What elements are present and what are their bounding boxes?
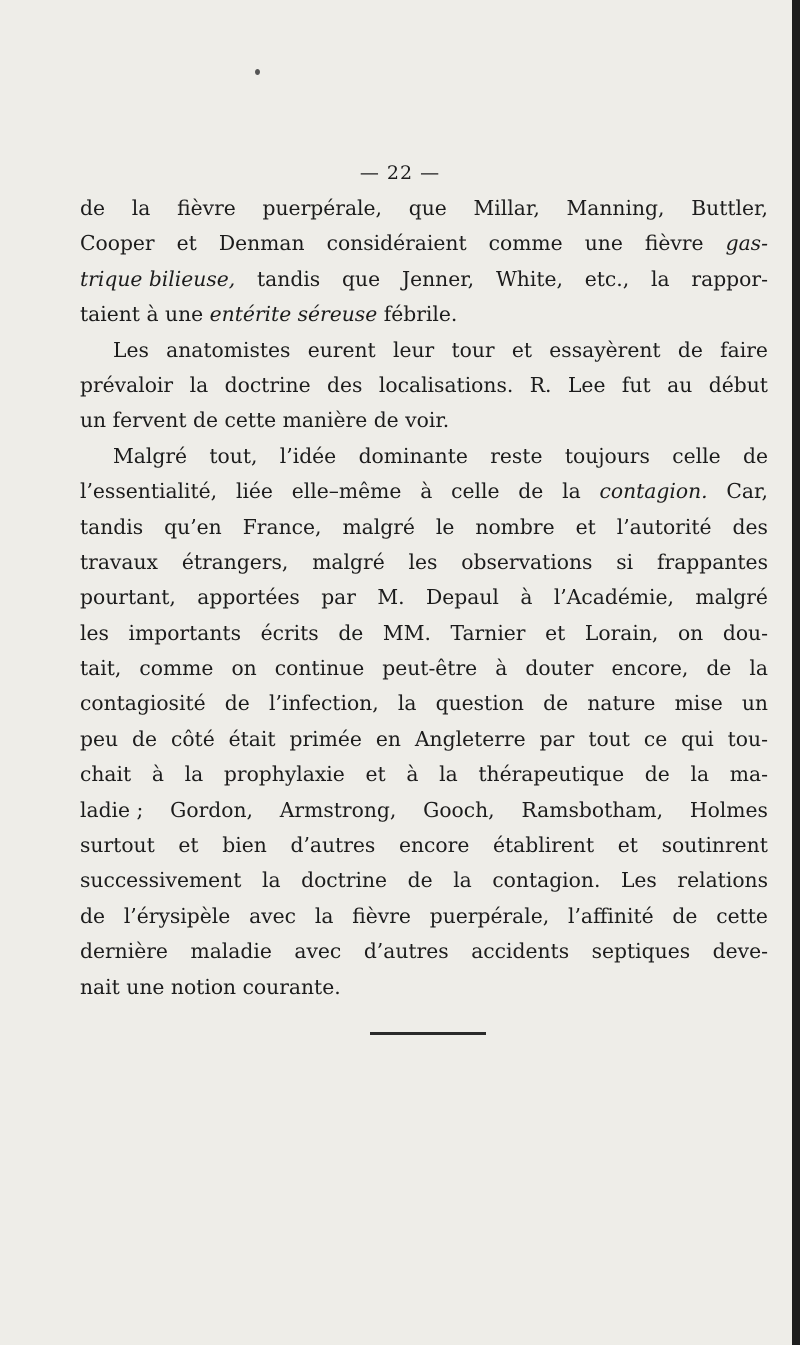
word: la bbox=[314, 903, 334, 928]
word: celle bbox=[672, 443, 721, 468]
word: elle–même bbox=[291, 479, 402, 504]
text-line bbox=[80, 934, 768, 969]
word: d’autres bbox=[290, 833, 376, 858]
word: la bbox=[397, 691, 417, 716]
word: et bbox=[178, 833, 199, 858]
word: pourtant, bbox=[80, 585, 176, 610]
word: on bbox=[231, 656, 257, 681]
word: Ramsbotham, bbox=[521, 797, 664, 822]
word: rappor- bbox=[691, 266, 768, 291]
text-line bbox=[80, 899, 768, 934]
word: malgré bbox=[342, 514, 415, 539]
word: de bbox=[224, 691, 250, 716]
word: fièvre bbox=[177, 196, 236, 220]
text-line bbox=[80, 793, 768, 828]
word: une bbox=[584, 231, 623, 256]
word: importants bbox=[128, 620, 241, 645]
word: de bbox=[644, 762, 670, 787]
word: et bbox=[365, 762, 386, 787]
word: celle bbox=[451, 479, 500, 504]
word: Millar, bbox=[473, 196, 540, 220]
word: de bbox=[192, 408, 218, 433]
section-divider-rule bbox=[370, 1032, 486, 1035]
word: etc., bbox=[584, 266, 630, 291]
word: R. bbox=[529, 372, 552, 397]
word: de bbox=[543, 691, 569, 716]
word: tait, bbox=[80, 656, 122, 681]
word: doctrine bbox=[224, 372, 311, 397]
word: taient bbox=[80, 302, 140, 327]
word: Les bbox=[113, 337, 149, 362]
text-line bbox=[80, 439, 768, 474]
word: notion bbox=[170, 974, 237, 999]
word: France, bbox=[242, 514, 322, 539]
word: White, bbox=[495, 266, 563, 291]
word: l’essentialité, bbox=[80, 479, 218, 504]
text-line bbox=[80, 368, 768, 403]
word: établirent bbox=[493, 833, 595, 858]
word: l’infection, bbox=[268, 691, 379, 716]
word: relations bbox=[677, 868, 768, 893]
word: MM. bbox=[382, 620, 431, 645]
word: peut-être bbox=[382, 656, 478, 681]
word: tandis bbox=[80, 514, 144, 539]
word: eurent bbox=[307, 337, 376, 362]
text-line bbox=[80, 191, 768, 226]
italic-word: gas- bbox=[725, 231, 768, 256]
word: Buttler, bbox=[691, 196, 768, 220]
ink-speck bbox=[255, 69, 260, 75]
word: Cooper bbox=[80, 231, 155, 256]
word: la bbox=[439, 762, 458, 787]
word: étrangers, bbox=[181, 549, 289, 574]
text-line bbox=[80, 510, 768, 545]
word: contagion. bbox=[492, 868, 601, 893]
word: faire bbox=[720, 337, 768, 362]
word: comme bbox=[488, 231, 563, 256]
word: l’autorité bbox=[616, 514, 712, 539]
word: fut bbox=[621, 372, 651, 397]
word: localisations. bbox=[378, 372, 514, 397]
word: apportées bbox=[197, 585, 300, 610]
word: des bbox=[732, 514, 768, 539]
word: comme bbox=[139, 656, 214, 681]
word: par bbox=[321, 585, 356, 610]
word: de bbox=[407, 868, 433, 893]
word: Gordon, bbox=[170, 797, 253, 822]
word: avec bbox=[249, 903, 297, 928]
word: Holmes bbox=[689, 797, 768, 822]
word: Car, bbox=[726, 479, 768, 504]
word: la bbox=[749, 656, 768, 681]
word: cette bbox=[716, 903, 768, 928]
word: dominante bbox=[358, 443, 468, 468]
word: et bbox=[511, 337, 533, 362]
word: la bbox=[131, 196, 151, 220]
word: Armstrong, bbox=[279, 797, 397, 822]
word: on bbox=[677, 620, 704, 645]
word: était bbox=[228, 726, 276, 751]
scan-edge-border bbox=[792, 0, 800, 1345]
word: de bbox=[518, 479, 544, 504]
word: nait bbox=[80, 974, 120, 999]
word: et bbox=[545, 620, 566, 645]
text-line bbox=[80, 651, 768, 686]
word: la bbox=[184, 762, 204, 787]
word: prévaloir bbox=[80, 372, 174, 397]
word: observations bbox=[461, 549, 593, 574]
word: une bbox=[165, 302, 204, 327]
word: et bbox=[176, 231, 197, 256]
text-line bbox=[80, 474, 768, 509]
word: encore bbox=[398, 833, 470, 858]
word: tout, bbox=[209, 443, 258, 468]
word: Manning, bbox=[566, 196, 665, 220]
word: côté bbox=[170, 726, 215, 751]
word: début bbox=[708, 372, 768, 397]
word: à bbox=[520, 585, 533, 610]
word: continue bbox=[274, 656, 365, 681]
word: dou- bbox=[722, 620, 768, 645]
word: de bbox=[80, 196, 105, 220]
text-line bbox=[80, 333, 768, 368]
text-line bbox=[80, 545, 768, 580]
word: primée bbox=[289, 726, 362, 751]
word: écrits bbox=[260, 620, 319, 645]
italic-word: entérite séreuse bbox=[209, 302, 378, 327]
word: le bbox=[435, 514, 455, 539]
page-number: — 22 — bbox=[359, 162, 441, 184]
word: deve- bbox=[712, 939, 768, 964]
word: Lorain, bbox=[584, 620, 659, 645]
word: que bbox=[342, 266, 381, 291]
word: maladie bbox=[190, 939, 272, 964]
word: Les bbox=[620, 868, 657, 893]
text-line bbox=[80, 722, 768, 757]
word: qu’en bbox=[164, 514, 222, 539]
word: leur bbox=[392, 337, 435, 362]
text-line bbox=[80, 970, 768, 1005]
word: tou- bbox=[727, 726, 768, 751]
word: Gooch, bbox=[423, 797, 495, 822]
word: ce bbox=[643, 726, 668, 751]
word: Lee bbox=[567, 372, 606, 397]
word: Angleterre bbox=[414, 726, 526, 751]
word: un bbox=[741, 691, 768, 716]
word: une bbox=[126, 974, 165, 999]
word: considéraient bbox=[326, 231, 467, 256]
word: fièvre bbox=[352, 903, 411, 928]
word: nature bbox=[587, 691, 656, 716]
word: au bbox=[667, 372, 693, 397]
word: de bbox=[132, 726, 158, 751]
word: puerpérale, bbox=[262, 196, 382, 220]
word: la bbox=[651, 266, 670, 291]
word: et bbox=[575, 514, 596, 539]
text-line bbox=[80, 297, 768, 332]
word: de bbox=[338, 620, 364, 645]
word: septiques bbox=[591, 939, 691, 964]
word: à bbox=[406, 762, 419, 787]
text-line bbox=[80, 757, 768, 792]
text-line bbox=[80, 226, 768, 261]
word: un bbox=[80, 408, 107, 433]
word: que bbox=[408, 196, 447, 220]
word: Denman bbox=[218, 231, 305, 256]
word: cette bbox=[224, 408, 277, 433]
word: Tarnier bbox=[450, 620, 526, 645]
word: en bbox=[375, 726, 401, 751]
word: Malgré bbox=[113, 443, 188, 468]
word: doctrine bbox=[301, 868, 388, 893]
word: d’autres bbox=[363, 939, 449, 964]
word: de bbox=[742, 443, 768, 468]
word: avec bbox=[294, 939, 342, 964]
text-line bbox=[80, 580, 768, 615]
word: successivement bbox=[80, 868, 242, 893]
word: si bbox=[616, 549, 634, 574]
word: bien bbox=[222, 833, 267, 858]
word: tandis bbox=[257, 266, 321, 291]
word: qui bbox=[681, 726, 714, 751]
word: Depaul bbox=[426, 585, 499, 610]
word: l’idée bbox=[279, 443, 337, 468]
word: à bbox=[146, 302, 159, 327]
word: ladie ; bbox=[80, 797, 144, 822]
word: à bbox=[151, 762, 164, 787]
word: les bbox=[408, 549, 438, 574]
word: surtout bbox=[80, 833, 155, 858]
word: à bbox=[420, 479, 433, 504]
text-line bbox=[80, 262, 768, 297]
word: la bbox=[562, 479, 581, 504]
word: liée bbox=[235, 479, 273, 504]
word: voir. bbox=[405, 408, 450, 433]
word: tout bbox=[588, 726, 630, 751]
word: de bbox=[80, 903, 105, 928]
word: de bbox=[677, 337, 703, 362]
italic-word: trique bilieuse, bbox=[80, 266, 236, 291]
word: des bbox=[327, 372, 363, 397]
text-line bbox=[80, 686, 768, 721]
word: de bbox=[373, 408, 399, 433]
text-line bbox=[80, 616, 768, 651]
word: et bbox=[617, 833, 638, 858]
word: nombre bbox=[475, 514, 555, 539]
word: manière bbox=[282, 408, 368, 433]
word: thérapeutique bbox=[478, 762, 625, 787]
word: la bbox=[690, 762, 710, 787]
word: dernière bbox=[80, 939, 168, 964]
italic-word: contagion. bbox=[599, 479, 708, 504]
word: M. bbox=[377, 585, 405, 610]
word: l’affinité bbox=[567, 903, 654, 928]
word: toujours bbox=[564, 443, 650, 468]
word: l’érysipèle bbox=[123, 903, 231, 928]
word: encore, bbox=[611, 656, 689, 681]
word: puerpérale, bbox=[429, 903, 550, 928]
word: malgré bbox=[312, 549, 385, 574]
word: frappantes bbox=[657, 549, 768, 574]
word: la bbox=[261, 868, 281, 893]
body-text bbox=[80, 191, 768, 1005]
word: à bbox=[495, 656, 508, 681]
word: mise bbox=[674, 691, 723, 716]
word: peu bbox=[80, 726, 119, 751]
word: essayèrent bbox=[549, 337, 661, 362]
word: soutinrent bbox=[661, 833, 768, 858]
text-line bbox=[80, 828, 768, 863]
word: par bbox=[539, 726, 575, 751]
word: chait bbox=[80, 762, 132, 787]
word: question bbox=[435, 691, 524, 716]
word: tour bbox=[451, 337, 495, 362]
word: la bbox=[453, 868, 472, 893]
word: accidents bbox=[471, 939, 570, 964]
word: Jenner, bbox=[401, 266, 475, 291]
word: malgré bbox=[695, 585, 768, 610]
word: travaux bbox=[80, 549, 158, 574]
word: les bbox=[80, 620, 109, 645]
word: douter bbox=[525, 656, 594, 681]
word: anatomistes bbox=[166, 337, 291, 362]
word: de bbox=[672, 903, 698, 928]
word: ma- bbox=[729, 762, 768, 787]
text-line bbox=[80, 863, 768, 898]
word: contagiosité bbox=[80, 691, 206, 716]
word: prophylaxie bbox=[223, 762, 345, 787]
text-line bbox=[80, 403, 768, 438]
word: fervent bbox=[112, 408, 187, 433]
word: de bbox=[706, 656, 732, 681]
word: fièvre bbox=[644, 231, 704, 256]
word: la bbox=[189, 372, 209, 397]
word: l’Académie, bbox=[553, 585, 674, 610]
word: courante. bbox=[242, 974, 341, 999]
word: fébrile. bbox=[383, 302, 458, 327]
word: reste bbox=[490, 443, 543, 468]
